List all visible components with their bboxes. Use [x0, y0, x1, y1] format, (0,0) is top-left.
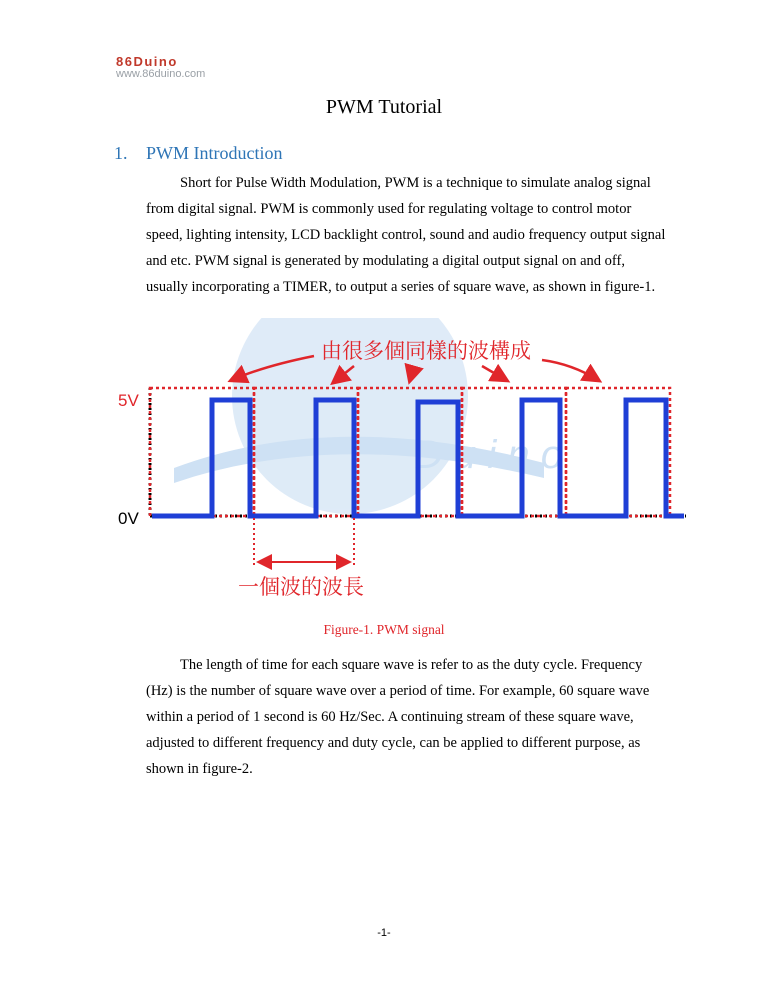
intro-paragraph	[146, 170, 666, 300]
section-heading	[114, 143, 283, 164]
duty-cycle-paragraph	[146, 652, 666, 782]
duty-cycle-paragraph-text: The length of time for each square wave is refer to as the duty cycle. Frequency (Hz) is the number of square wave over a period of time. For example, 60 square wave within a period of 1 second is 60 Hz/Sec. A continuing stream of these square wave, adjusted to different frequency and duty cycle, can be applied to different purpose, as shown in figure-2.	[146, 657, 650, 777]
document-title: PWM Tutorial	[325, 96, 443, 118]
bottom-annotation: 一個波的波長	[238, 575, 364, 599]
label-0v: 0V	[118, 509, 139, 528]
website-url[interactable]: www.86duino.com	[116, 68, 206, 80]
brand-logo: 86Duino	[116, 54, 178, 69]
label-5v: 5V	[118, 391, 139, 410]
top-annotation: 由很多個同樣的波構成	[321, 339, 531, 363]
svg-text:D u i n o: D u i n o	[414, 433, 563, 477]
figure-caption: Figure-1. PWM signal	[323, 622, 445, 637]
wavelength-bracket	[254, 518, 354, 568]
section-title: PWM Introduction	[146, 143, 283, 163]
pwm-figure	[114, 318, 688, 608]
section-number: 1.	[114, 143, 128, 163]
intro-paragraph-text: Short for Pulse Width Modulation, PWM is a technique to simulate analog signal from digital signal. PWM is commonly used for regulating voltage to control motor speed, lighting intensity, LCD backlight control, sound and audio frequency output signal and etc. PWM signal is generated by modulating a digital output signal on and off, usually incorporating a TIMER, to output a series of square wave, as shown in figure-1.	[146, 175, 666, 295]
page-number: -1-	[377, 927, 391, 939]
